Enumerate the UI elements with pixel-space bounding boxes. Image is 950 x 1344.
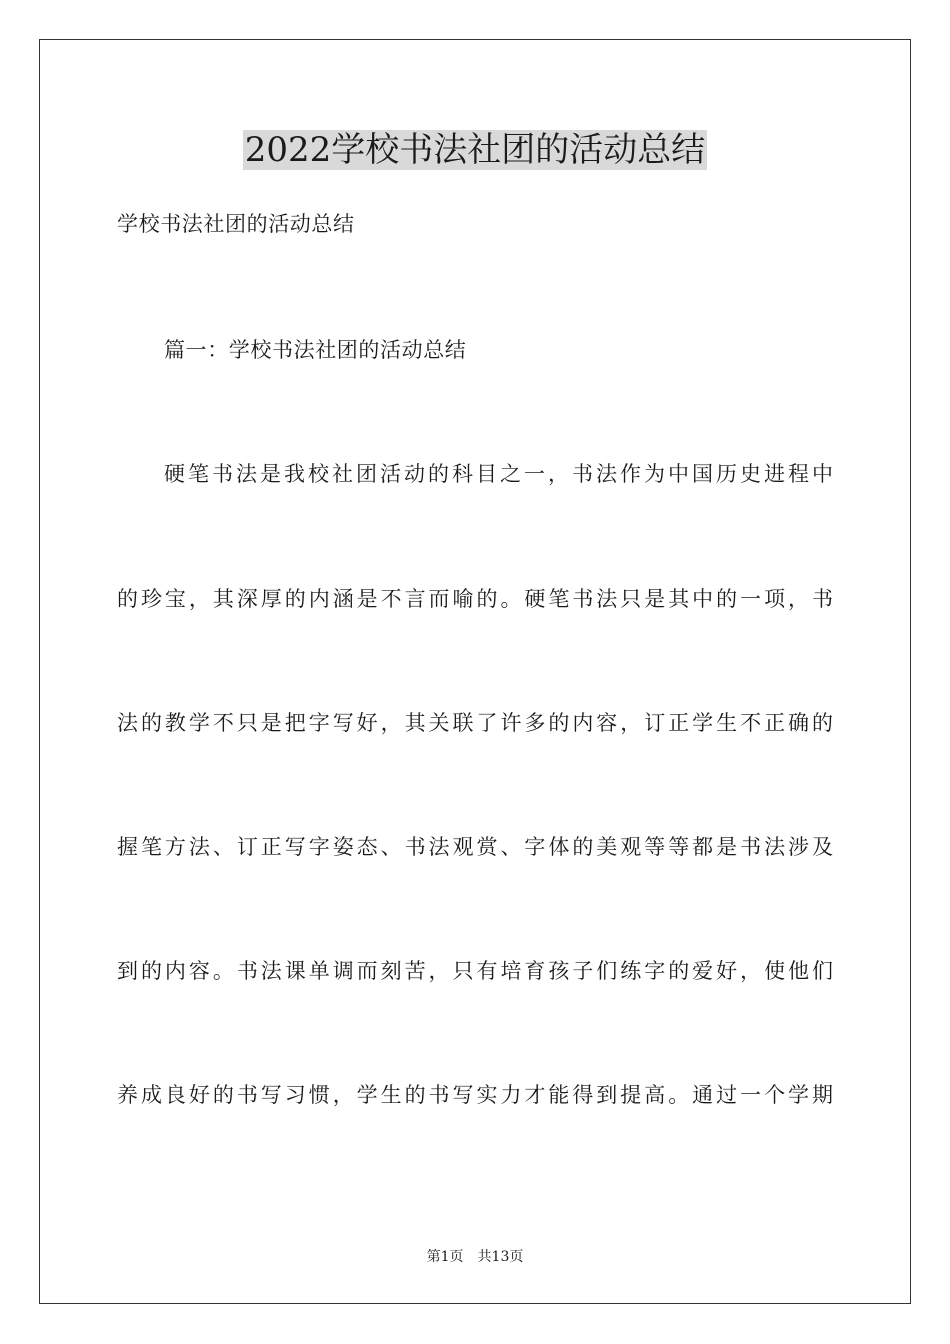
document-title (0, 128, 950, 172)
document-title-text: 2022学校书法社团的活动总结 (244, 130, 706, 170)
document-subtitle: 学校书法社团的活动总结 (117, 212, 355, 236)
section-heading: 篇一：学校书法社团的活动总结 (164, 338, 467, 362)
body-line-1: 硬笔书法是我校社团活动的科目之一，书法作为中国历史进程中 (164, 462, 833, 486)
body-line-4: 握笔方法、订正写字姿态、书法观赏、字体的美观等等都是书法涉及 (117, 835, 833, 859)
body-line-6: 养成良好的书写习惯，学生的书写实力才能得到提高。通过一个学期 (117, 1083, 833, 1107)
body-line-5: 到的内容。书法课单调而刻苦，只有培育孩子们练字的爱好，使他们 (117, 959, 833, 983)
page-total: 共13页 (477, 1249, 524, 1265)
page-number: 第1页 (426, 1249, 464, 1265)
body-line-3: 法的教学不只是把字写好，其关联了许多的内容，订正学生不正确的 (117, 711, 833, 735)
page-footer (0, 1248, 950, 1266)
body-line-2: 的珍宝，其深厚的内涵是不言而喻的。硬笔书法只是其中的一项，书 (117, 587, 833, 611)
